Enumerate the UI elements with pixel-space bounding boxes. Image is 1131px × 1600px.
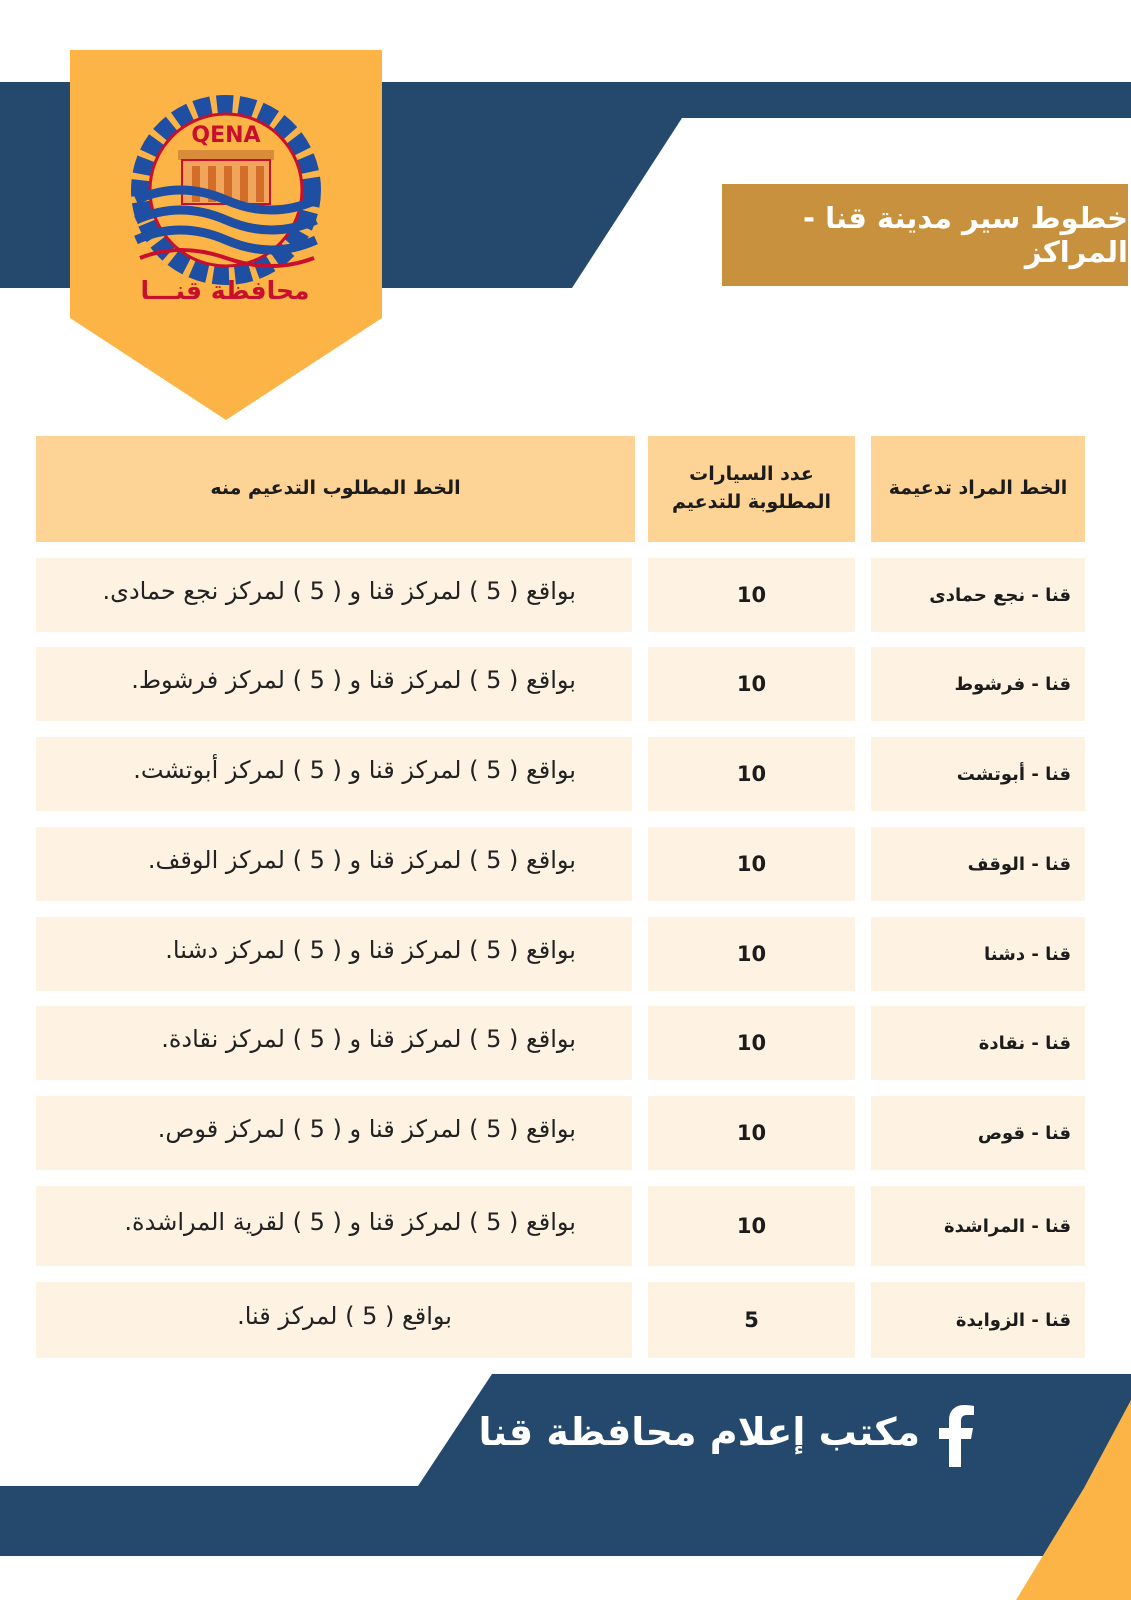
cell-count: 10 [648, 1096, 855, 1170]
cell-count: 10 [648, 917, 855, 991]
facebook-icon [937, 1405, 975, 1467]
cell-desc: بواقع ( 5 ) لمركز قنا و ( 5 ) لمركز قوص. [36, 1096, 632, 1170]
cell-desc: بواقع ( 5 ) لمركز قنا و ( 5 ) لمركز أبوتشت. [36, 737, 632, 811]
cell-line: قنا - الوقف [871, 827, 1085, 901]
cell-desc: بواقع ( 5 ) لمركز قنا و ( 5 ) لمركز دشنا. [36, 917, 632, 991]
cell-line: قنا - المراشدة [871, 1186, 1085, 1266]
logo-text-en: QENA [191, 123, 261, 148]
cell-count: 10 [648, 647, 855, 721]
logo-caption: محافظة قنـــا [140, 276, 310, 305]
cell-line: قنا - الزوايدة [871, 1282, 1085, 1358]
page-title: خطوط سير مدينة قنا - المراكز [722, 184, 1128, 286]
cell-desc: بواقع ( 5 ) لمركز قنا و ( 5 ) لمركز فرشوط. [36, 647, 632, 721]
cell-line: قنا - دشنا [871, 917, 1085, 991]
cell-count: 10 [648, 1186, 855, 1266]
cell-count: 5 [648, 1282, 855, 1358]
cell-desc: بواقع ( 5 ) لمركز قنا. [36, 1282, 632, 1358]
cell-desc: بواقع ( 5 ) لمركز قنا و ( 5 ) لقرية المراشدة. [36, 1186, 632, 1266]
column-header-line: الخط المراد تدعيمة [871, 436, 1085, 542]
footer-office-name: مكتب إعلام محافظة قنا [478, 1410, 920, 1454]
cell-line: قنا - فرشوط [871, 647, 1085, 721]
cell-count: 10 [648, 558, 855, 632]
cell-count: 10 [648, 827, 855, 901]
cell-count: 10 [648, 1006, 855, 1080]
cell-desc: بواقع ( 5 ) لمركز قنا و ( 5 ) لمركز نقادة. [36, 1006, 632, 1080]
cell-line: قنا - نجع حمادى [871, 558, 1085, 632]
cell-line: قنا - قوص [871, 1096, 1085, 1170]
cell-line: قنا - نقادة [871, 1006, 1085, 1080]
cell-desc: بواقع ( 5 ) لمركز قنا و ( 5 ) لمركز الوقف. [36, 827, 632, 901]
cell-count: 10 [648, 737, 855, 811]
column-header-count: عدد السيارات المطلوبة للتدعيم [648, 436, 855, 542]
cell-desc: بواقع ( 5 ) لمركز قنا و ( 5 ) لمركز نجع حمادى. [36, 558, 632, 632]
column-header-desc: الخط المطلوب التدعيم منه [36, 436, 635, 542]
cell-line: قنا - أبوتشت [871, 737, 1085, 811]
qena-logo-icon [136, 104, 316, 276]
logo-banner [70, 50, 382, 422]
